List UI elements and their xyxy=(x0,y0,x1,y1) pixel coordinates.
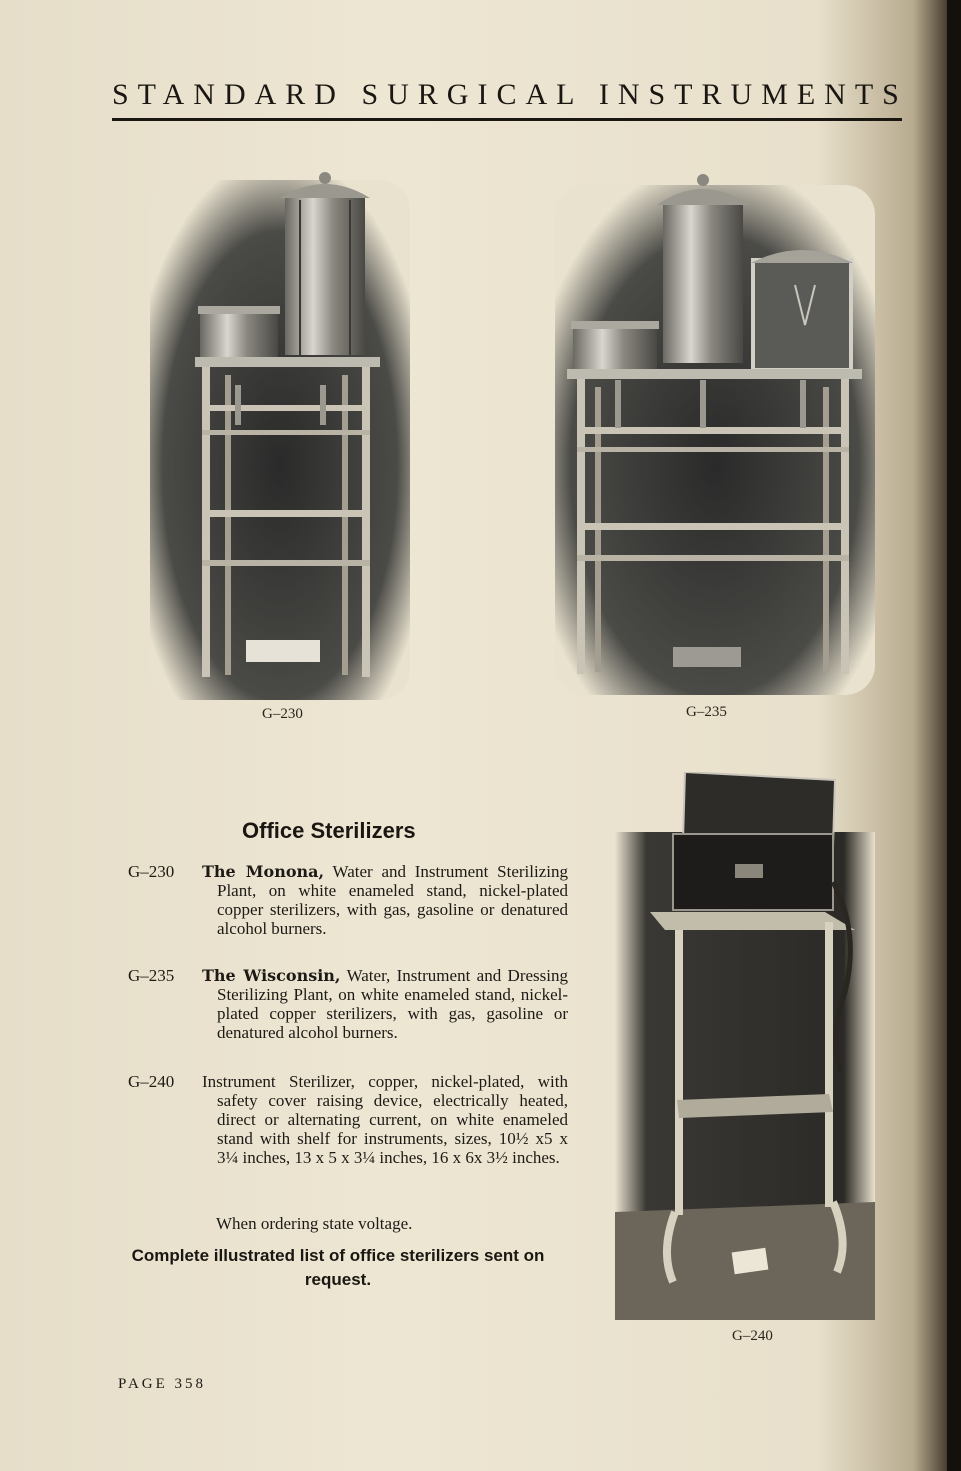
entry-text xyxy=(202,862,568,938)
closing-note: Complete illustrated list of office sterilizers sent on request. xyxy=(131,1246,545,1289)
entry-description: Water, Instrument and Dressing Sterilizing Plant, on white enameled stand, nickel-plated copper sterilizers, with gas, gasoline or denatured alcohol burners. xyxy=(217,966,568,1042)
product-name: The Monona, xyxy=(202,862,325,881)
entry-description: Water and Instrument Sterilizing Plant, on white enameled stand, nickel-plated copper sterilizers, with gas, gasoline or denatured alcohol burners. xyxy=(217,862,568,938)
figure-g230-caption: G–230 xyxy=(262,706,303,722)
figure-g235-image xyxy=(555,165,875,695)
entry-g240 xyxy=(128,1072,568,1167)
entry-g230 xyxy=(128,862,568,938)
entry-code: G–230 xyxy=(128,862,175,881)
figure-g230-image xyxy=(150,160,410,700)
figure-g240-caption: G–240 xyxy=(732,1328,773,1344)
page-header: STANDARD SURGICAL INSTRUMENTS xyxy=(112,78,908,111)
product-name: The Wisconsin, xyxy=(202,966,341,985)
header-rule xyxy=(112,118,902,121)
page-number: PAGE 358 xyxy=(118,1376,207,1392)
entry-code: G–240 xyxy=(128,1072,175,1091)
entry-text xyxy=(202,1072,568,1167)
entry-code: G–235 xyxy=(128,966,175,985)
entry-description: Instrument Sterilizer, copper, nickel-plated, with safety cover raising device, electrically heated, direct or alternating current, on white enameled stand with shelf for instruments, sizes, 10½ x5 x 3¼ inches, 13 x 5 x 3¼ inches, 16 x 6x 3½ inches. xyxy=(202,1072,568,1167)
figure-g235-caption: G–235 xyxy=(686,704,727,720)
entry-g235 xyxy=(128,966,568,1042)
figure-g240-image xyxy=(615,772,875,1320)
entry-text xyxy=(202,966,568,1042)
section-title: Office Sterilizers xyxy=(242,818,416,843)
voltage-note: When ordering state voltage. xyxy=(216,1214,413,1233)
